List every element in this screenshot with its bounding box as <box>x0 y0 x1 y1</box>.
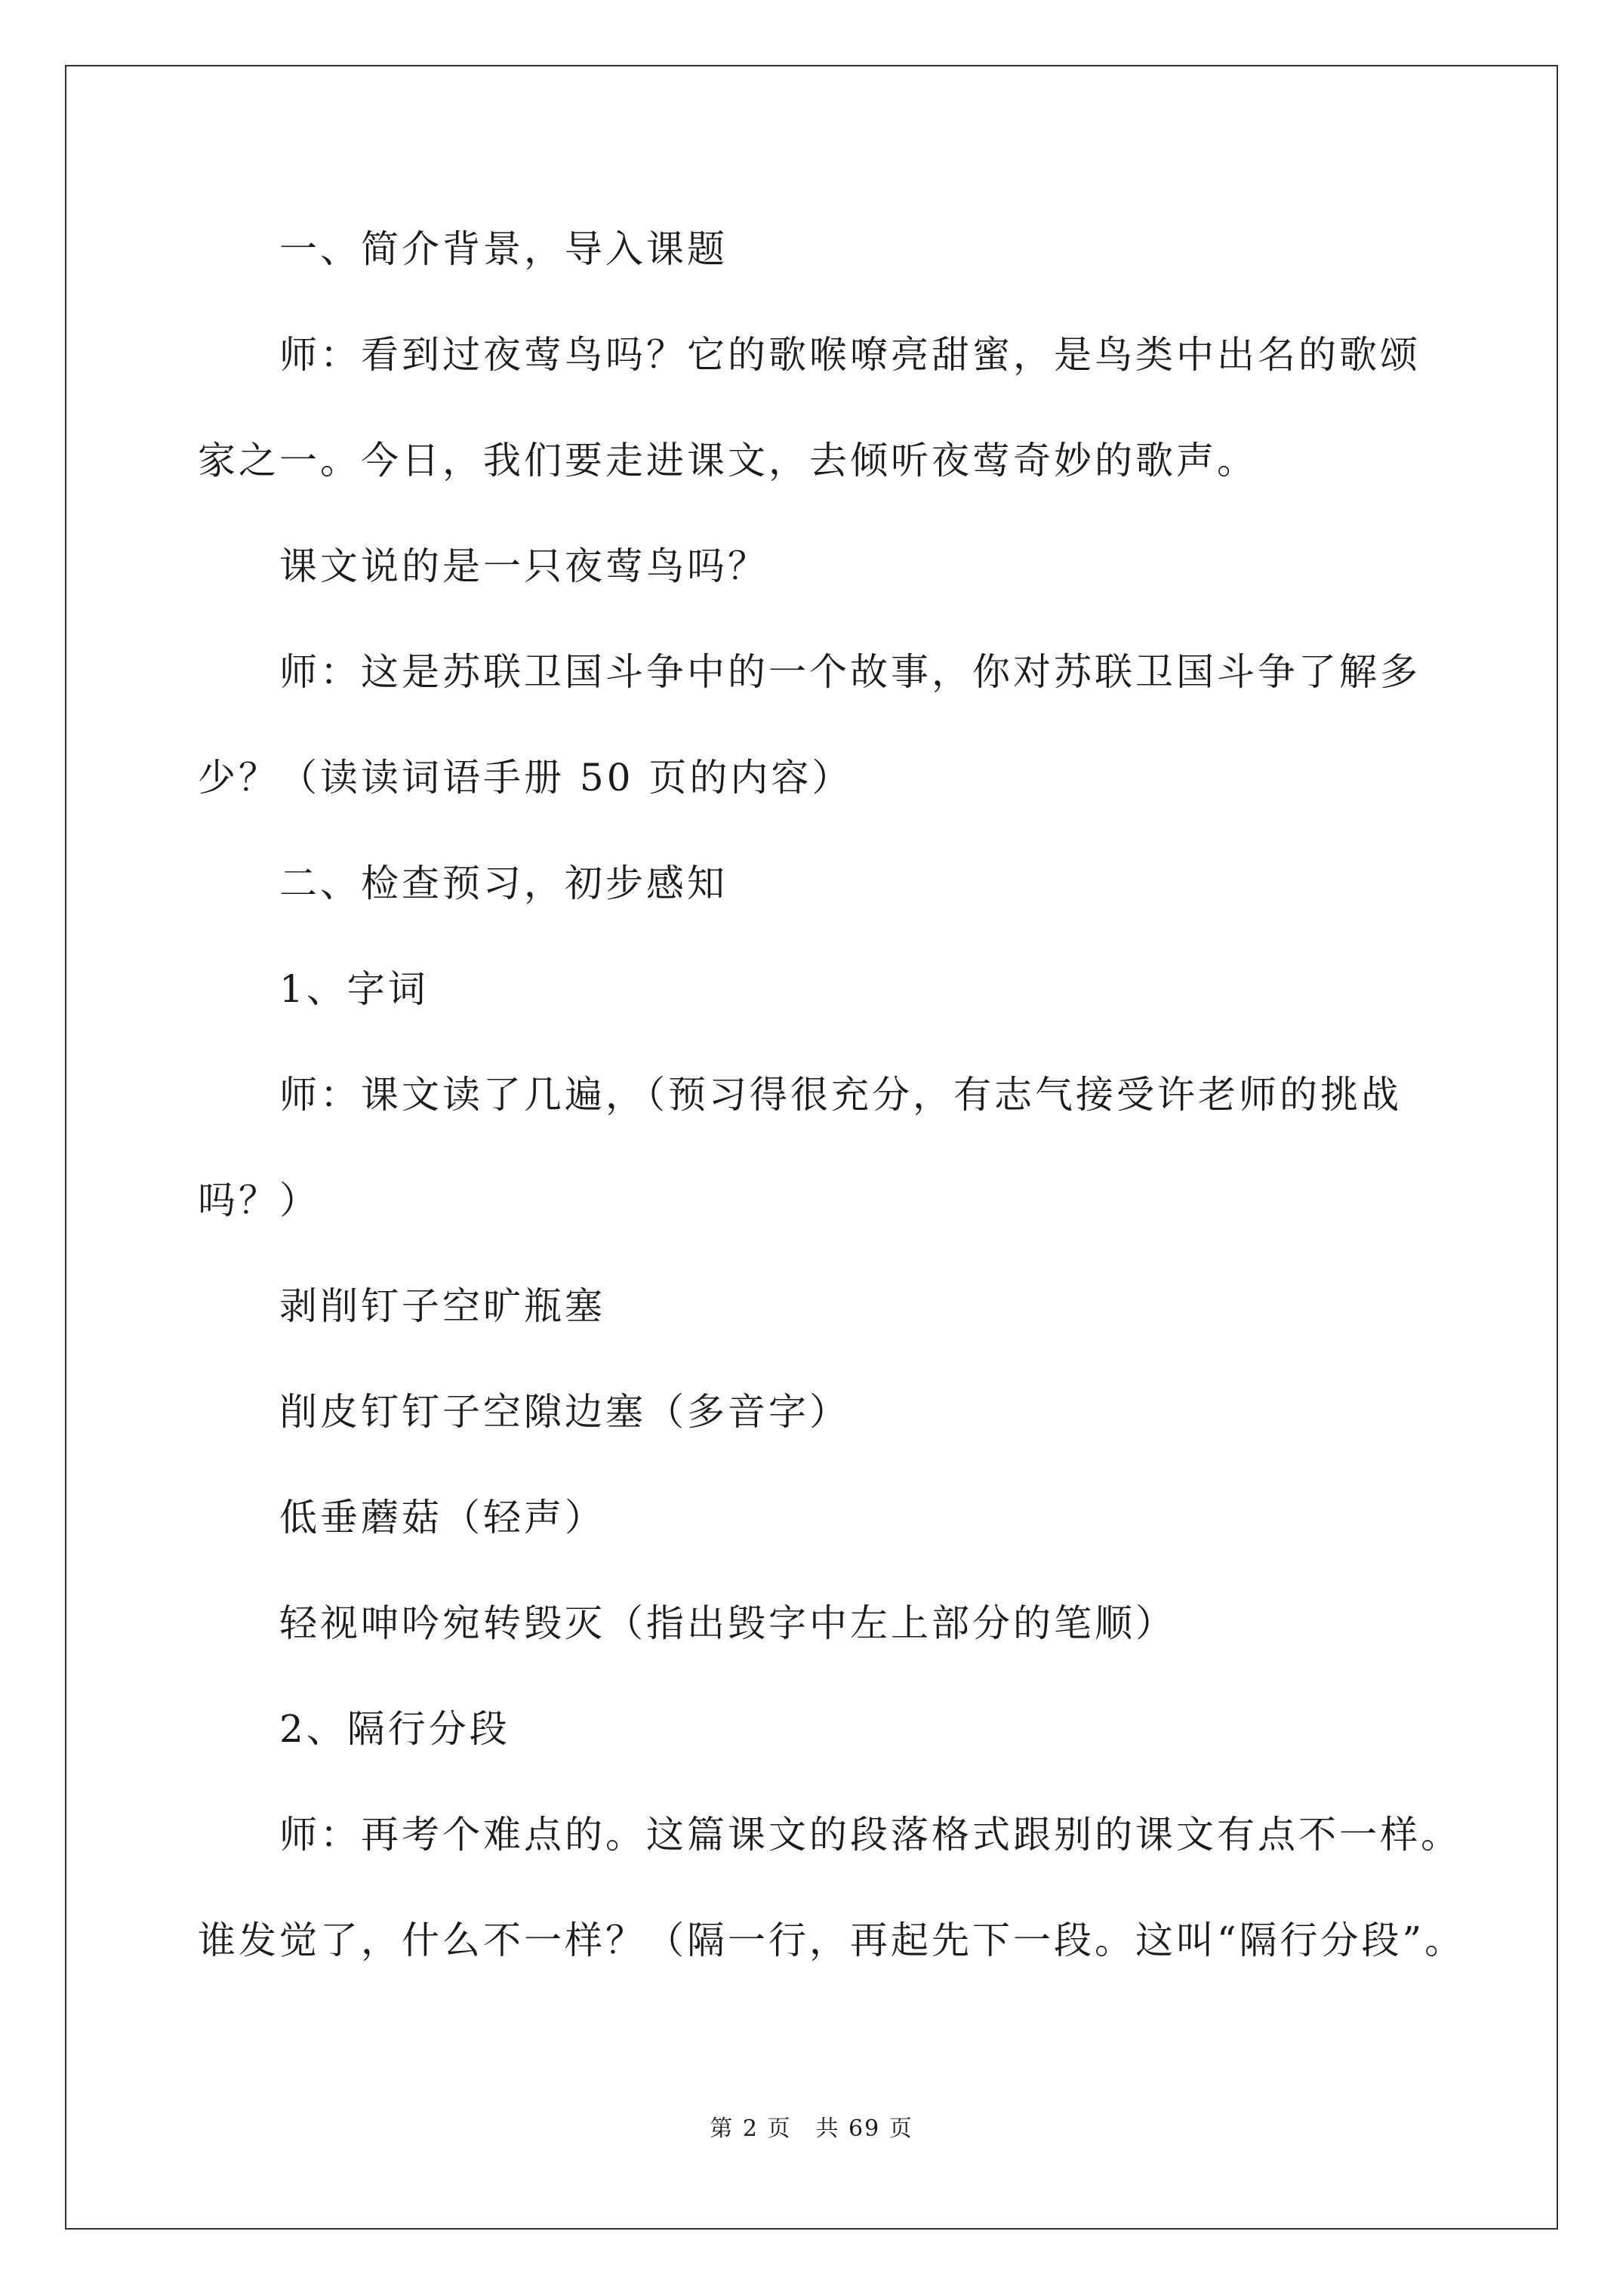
paragraph-line: 少？（读读词语手册 50 页的内容） <box>198 756 853 800</box>
subsection-heading: 2、隔行分段 <box>279 1707 510 1751</box>
paragraph-line: 谁发觉了，什么不一样？（隔一行，再起先下一段。这叫“隔行分段”。 <box>198 1918 1466 1962</box>
section-heading-1: 一、简介背景，导入课题 <box>279 227 728 271</box>
page-border <box>65 65 1558 2230</box>
paragraph-line: 吗？） <box>198 1179 320 1222</box>
paragraph-line: 师：看到过夜莺鸟吗？它的歌喉嘹亮甜蜜，是鸟类中出名的歌颂 <box>279 333 1421 377</box>
paragraph-line: 课文说的是一只夜莺鸟吗？ <box>279 544 768 588</box>
vocabulary-line: 削皮钉钉子空隙边塞（多音字） <box>279 1390 850 1434</box>
paragraph-line: 师：这是苏联卫国斗争中的一个故事，你对苏联卫国斗争了解多 <box>279 650 1421 694</box>
subsection-heading: 1、字词 <box>279 967 429 1011</box>
vocabulary-line: 低垂蘑菇（轻声） <box>279 1496 605 1539</box>
vocabulary-line: 剥削钉子空旷瓶塞 <box>279 1284 605 1328</box>
paragraph-line: 师：再考个难点的。这篇课文的段落格式跟别的课文有点不一样。 <box>279 1813 1461 1857</box>
vocabulary-line: 轻视呻吟宛转毁灭（指出毁字中左上部分的笔顺） <box>279 1601 1176 1645</box>
page-number-footer: 第 2 页 共 69 页 <box>710 2116 913 2142</box>
paragraph-line: 师：课文读了几遍，（预习得很充分，有志气接受许老师的挑战 <box>279 1073 1402 1117</box>
section-heading-2: 二、检查预习，初步感知 <box>279 861 728 905</box>
paragraph-line: 家之一。今日，我们要走进课文，去倾听夜莺奇妙的歌声。 <box>198 439 1258 482</box>
